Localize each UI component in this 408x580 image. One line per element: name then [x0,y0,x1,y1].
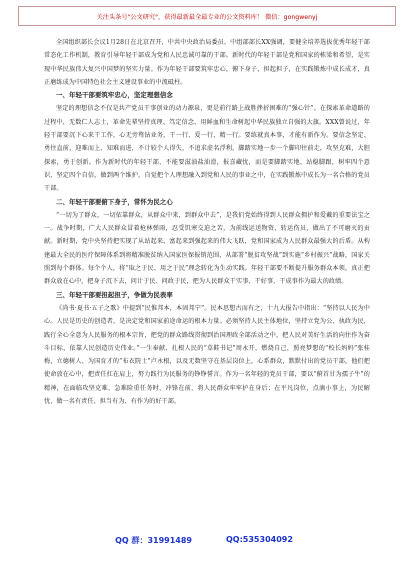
section-heading-1: 一、年轻干部要筑牢忠心，坚定理想信念 [56,91,173,100]
section-2-paragraph: “一切为了群众，一切依靠群众，从群众中来，到群众中去”，是我们党始终得到人民群众拥护和爱戴的重要法宝之一。战争时期，广大人民群众冒着枪林弹雨，忍受饥寒交迫之苦，为前线运送物资、转运伤员，做出了不可磨灭的贡献。新时期，党中央坚持把实现了从站起来、富起来到强起来的伟大飞跃，党和国家成为人民群众最强大的后盾。从构建最大全民的医疗保障体系到将精准脱贫纳入国家医保报销范围，从部署“脱贫攻坚战”到实施“乡村振兴”战略，国家关照到每个群体。每个个人，将“取之于民、用之于民”理念转化为生动实践。年轻干部要不断提升服务群众本领，真正把群众放在心中，把身子沉下去，问计于民、问政于民，把为人民群众干实事、干好事，干成事作为最大的政绩。 [44,211,370,286]
qq-group-text: QQ 群：31991489 [115,536,192,545]
section-heading-2: 二、年轻干部要俯下身子，常怀为民之心 [56,197,173,206]
section-3-paragraph: 《尚书·夏书·五子之歌》中提到“民惟邦本，本固邦宁”。民本思想古而有之，十九大报告中指出：“坚持以人民为中心。人民是历史的创造者，是决定党和国家前途命运的根本力量。必须坚持人民主体地位，坚持立党为公、执政为民，践行全心全意为人民服务的根本宗旨，把党的群众路线贯彻到治国理政全部活动之中，把人民对美好生活的向往作为奋斗目标，依靠人民创造历史伟业。”一生奉献、扎根人民的“草鞋书记”周永开，燃烧自己，照亮梦想的“校长妈妈”张桂梅，立德树人、为国育才的“布衣院士”卢永根，以及无数坚守在基层岗位上，心系群众，默默付出的党员干部，他们把使命放在心中，把责任扛在肩上，努力践行为民服务的铮铮誓言。作为一名年轻的党员干部，要以“俯首甘为孺子牛”的精神，在面临攻坚克难、急难险重任务时，冲锋在前，将人民群众牢牢护在身后；在平凡岗位，点滴小事上，为民解忧，做一名有责任、担当有为、有作为的好干部。 [44,304,370,406]
contact-footer [0,535,408,549]
article-body [44,36,370,408]
intro-paragraph: 全国组织部长会议1月28日在北京召开，中共中央政治局委员、中组部部长XX强调，要健全培养选拔优秀年轻干部常态化工作机制，教育引导年轻干部成为党和人民忠诚可靠的干部。新时代的年轻干部是党和国家的栋梁和希望，是实现中华民族伟大复兴中国梦的坚实力量。作为年轻干部要筑牢忠心，俯下身子、担起担子，在实践锻炼中成长成才，真正磨练成为中国特色社会主义建设事业的中流砥柱。 [44,39,370,86]
promo-banner [18,6,396,26]
section-1-paragraph: 坚定的理想信念不仅是共产党员干事创业的动力源泉，更是前行路上战胜挫折困难的“强心针”。在探索革命道路的过程中，无数仁人志士，革命先辈坚持真理、笃定信念、用鲜血和生命树起中华民族独立自强的大旗。XXX曾说过，年轻干部要沉下心来干工作，心无旁骛钻业务，干一行、爱一行、精一行。要练就真本事，才能有新作为。要信念坚定、勇往直前，迎难而上、知难而进，不计较个人得失，不追求虚名浮利，脚踏实地一步一个脚印往前走，攻坚克难，大胆探索，勇于创新。作为新时代的年轻干部，不能要滋油盐油滑，报喜藏忧，而是要脚踏实地、站稳脚跟，树牢四个意识，坚定四个自信，做到两个维护，自觉把个人理想融入到党和人民的事业之中，在实践锻炼中成长为一名合格的党员干部。 [44,105,370,193]
qq-number-text: QQ:535304092 [226,535,293,544]
banner-text: 关注头条号"公文研究"，获得最新最全最专业的公文资料库！ 微信：gongwenyj [96,13,318,21]
section-heading-3: 三、年轻干部要担起担子，争做为民表率 [56,290,173,299]
